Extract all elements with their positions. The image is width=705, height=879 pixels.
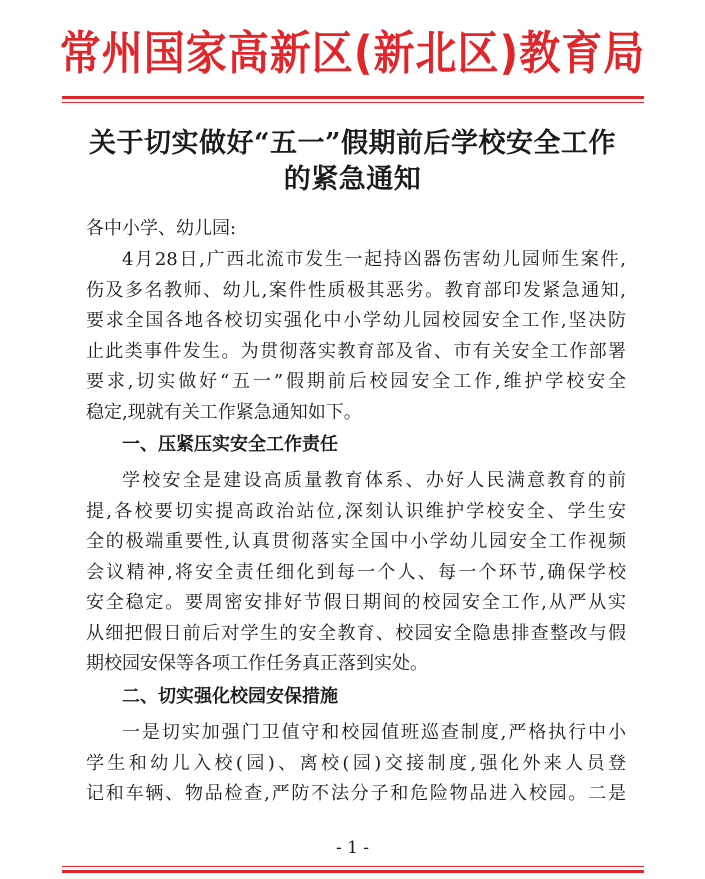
intro-line: 4月28日,广西北流市发生一起持凶器伤害幼儿园师生案件, [122,249,626,270]
footer-rule-thin [62,866,644,867]
section-1-line: 全的极端重要性,认真贯彻落实全国中小学幼儿园安全工作视频 [86,531,626,552]
masthead-org-name: 常州国家高新区(新北区)教育局 [59,26,646,81]
title-line-2: 的紧急通知 [283,164,422,195]
masthead-rule-thick [62,96,644,99]
section-1-line: 提,各校要切实提高政治站位,深刻认识维护学校安全、学生安 [86,501,626,522]
footer-rule-thick [62,870,644,873]
section-2-line: 记和车辆、物品检查,严防不法分子和危险物品进入校园。二是 [86,783,626,804]
intro-line: 止此类事件发生。为贯彻落实教育部及省、市有关安全工作部署 [86,341,626,362]
intro-line: 伤及多名教师、幼儿,案件性质极其恶劣。教育部印发紧急通知, [86,280,626,301]
section-2-line: 学生和幼儿入校(园)、离校(园)交接制度,强化外来人员登 [86,753,626,774]
section-1-line: 学校安全是建设高质量教育体系、办好人民满意教育的前 [122,470,626,491]
section-2-line: 一是切实加强门卫值守和校园值班巡查制度,严格执行中小 [122,722,626,743]
section-2-heading: 二、切实强化校园安保措施 [122,686,338,707]
masthead-rule-thin [62,102,644,103]
section-1-line: 会议精神,将安全责任细化到每一个人、每一个环节,确保学校 [86,562,626,583]
section-1-line: 期校园安保等各项工作任务真正落到实处。 [86,653,428,674]
section-1-heading: 一、压紧压实安全工作责任 [122,434,338,455]
section-1-line: 从细把假日前后对学生的安全教育、校园安全隐患排查整改与假 [86,623,626,644]
intro-line: 要求全国各地各校切实强化中小学幼儿园校园安全工作,坚决防 [86,310,626,331]
title-line-1: 关于切实做好“五一”假期前后学校安全工作 [88,128,617,159]
salutation: 各中小学、幼儿园: [86,218,237,239]
intro-line: 要求,切实做好“五一”假期前后校园安全工作,维护学校安全 [86,371,626,392]
section-1-line: 安全稳定。要周密安排好节假日期间的校园安全工作,从严从实 [86,592,626,613]
intro-line: 稳定,现就有关工作紧急通知如下。 [86,402,362,423]
page-number: - 1 - [335,838,370,858]
